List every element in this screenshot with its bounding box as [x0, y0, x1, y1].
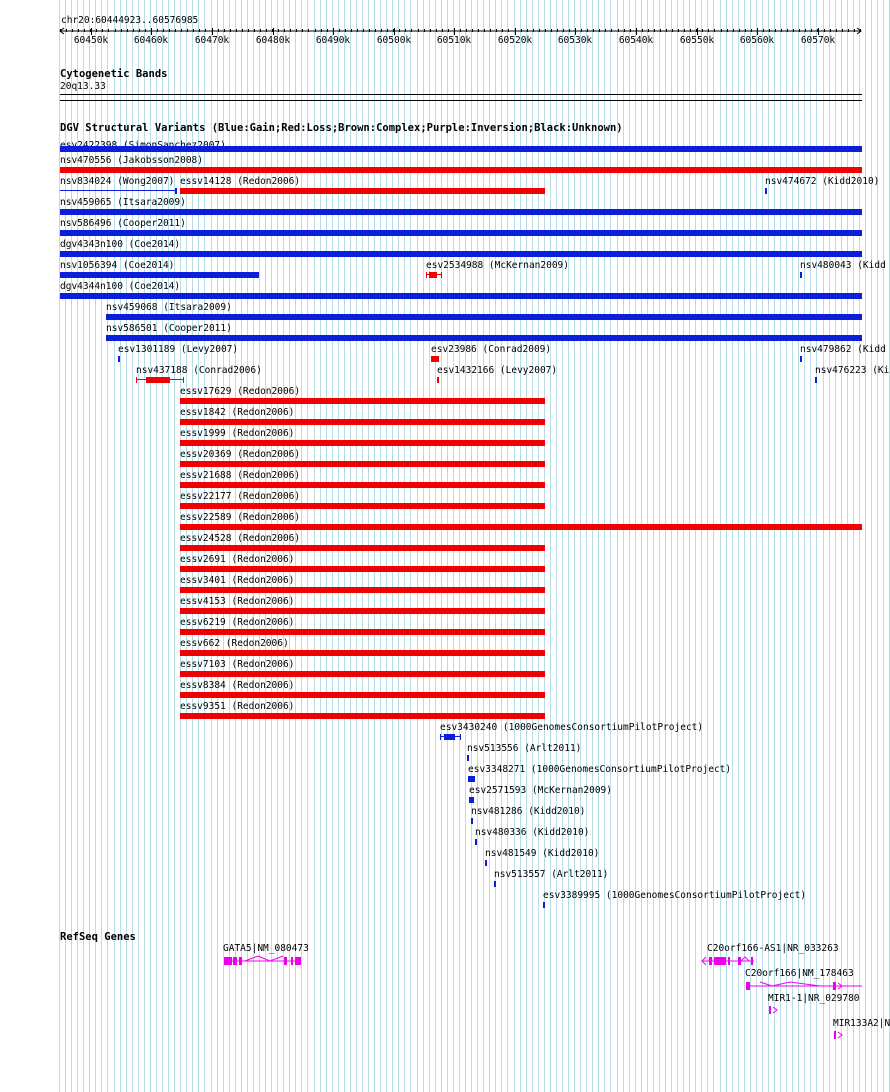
dgv-variant-label[interactable]: nsv586496 (Cooper2011)	[60, 218, 186, 229]
dgv-variant-label[interactable]: nsv480043 (Kidd	[800, 260, 886, 271]
refseq-gene-label[interactable]: C20orf166|NM_178463	[745, 968, 854, 979]
gene-exon[interactable]	[833, 982, 836, 990]
dgv-variant-label[interactable]: nsv586501 (Cooper2011)	[106, 323, 232, 334]
ruler-tick-label: 60510k	[436, 35, 472, 46]
ruler-tick-label: 60480k	[255, 35, 291, 46]
dgv-variant-label[interactable]: essv7103 (Redon2006)	[180, 659, 295, 670]
cytoband-title: Cytogenetic Bands	[60, 68, 168, 80]
dgv-variant-label[interactable]: dgv4344n100 (Coe2014)	[60, 281, 181, 292]
dgv-variant-label[interactable]: dgv4343n100 (Coe2014)	[60, 239, 181, 250]
cytoband-label: 20q13.33	[60, 81, 106, 92]
dgv-variant-label[interactable]: essv6219 (Redon2006)	[180, 617, 295, 628]
dgv-variant-label[interactable]: nsv513557 (Arlt2011)	[494, 869, 609, 880]
gene-exon[interactable]	[709, 957, 712, 965]
dgv-variant-label[interactable]: essv22589 (Redon2006)	[180, 512, 301, 523]
dgv-track-title: DGV Structural Variants (Blue:Gain;Red:Loss;Brown:Complex;Purple:Inversion;Black:Unknown)	[60, 122, 623, 134]
dgv-variant-label[interactable]: essv662 (Redon2006)	[180, 638, 289, 649]
ruler-tick-label: 60500k	[376, 35, 412, 46]
refseq-gene-label[interactable]: GATA5|NM_080473	[223, 943, 309, 954]
dgv-variant-label[interactable]: nsv481549 (Kidd2010)	[485, 848, 600, 859]
dgv-variant-label[interactable]: nsv437188 (Conrad2006)	[136, 365, 262, 376]
ruler-tick-label: 60560k	[739, 35, 775, 46]
dgv-variant-label[interactable]: essv1999 (Redon2006)	[180, 428, 295, 439]
dgv-variant-label[interactable]: essv22177 (Redon2006)	[180, 491, 301, 502]
ruler-tick-label: 60520k	[497, 35, 533, 46]
ruler-tick-label: 60460k	[133, 35, 169, 46]
dgv-variant-label[interactable]: essv20369 (Redon2006)	[180, 449, 301, 460]
dgv-variant-label[interactable]: nsv479862 (Kidd	[800, 344, 886, 355]
gene-exon[interactable]	[834, 1031, 836, 1039]
dgv-variant-label[interactable]: esv3348271 (1000GenomesConsortiumPilotProject)	[468, 764, 732, 775]
dgv-variant-label[interactable]: essv9351 (Redon2006)	[180, 701, 295, 712]
gene-exon[interactable]	[728, 957, 730, 965]
refseq-track-title: RefSeq Genes	[60, 931, 136, 943]
dgv-variant-label[interactable]: esv3430240 (1000GenomesConsortiumPilotProject)	[440, 722, 704, 733]
ruler-tick-label: 60450k	[73, 35, 109, 46]
gene-exon[interactable]	[751, 957, 753, 965]
dgv-variant-label[interactable]: nsv1056394 (Coe2014)	[60, 260, 175, 271]
gene-exon[interactable]	[746, 982, 750, 990]
dgv-variant-label[interactable]: nsv480336 (Kidd2010)	[475, 827, 590, 838]
gene-exon[interactable]	[291, 957, 293, 965]
gene-exon[interactable]	[769, 1006, 771, 1014]
ruler-tick-label: 60570k	[800, 35, 836, 46]
dgv-variant-label[interactable]: esv23986 (Conrad2009)	[431, 344, 552, 355]
gene-exon[interactable]	[233, 957, 237, 965]
gene-intron-arrow[interactable]	[245, 956, 283, 961]
position-label: chr20:60444923..60576985	[61, 15, 199, 26]
dgv-variant-label[interactable]: nsv513556 (Arlt2011)	[467, 743, 582, 754]
dgv-variant-label[interactable]: essv21688 (Redon2006)	[180, 470, 301, 481]
dgv-variant-label[interactable]: essv24528 (Redon2006)	[180, 533, 301, 544]
gene-exon[interactable]	[295, 957, 301, 965]
gene-intron-arrow[interactable]	[760, 982, 820, 986]
dgv-variant-label[interactable]: nsv459065 (Itsara2009)	[60, 197, 186, 208]
dgv-variant-label[interactable]: nsv470556 (Jakobsson2008)	[60, 155, 203, 166]
dgv-variant-label[interactable]: esv2534988 (McKernan2009)	[426, 260, 569, 271]
gene-strand-arrow[interactable]	[773, 1007, 777, 1013]
dgv-variant-label[interactable]: essv14128 (Redon2006)	[180, 176, 301, 187]
dgv-variant-label[interactable]: essv8384 (Redon2006)	[180, 680, 295, 691]
dgv-variant-label[interactable]: esv2571593 (McKernan2009)	[469, 785, 612, 796]
ruler-tick-label: 60530k	[557, 35, 593, 46]
ruler-tick-label: 60540k	[618, 35, 654, 46]
gene-intron-arrow[interactable]	[741, 957, 749, 961]
dgv-variant-label[interactable]: esv3389995 (1000GenomesConsortiumPilotProject)	[543, 890, 807, 901]
gene-exon[interactable]	[738, 957, 741, 965]
ruler-tick-label: 60470k	[194, 35, 230, 46]
gene-exon[interactable]	[284, 957, 287, 965]
dgv-variant-label[interactable]: esv1301189 (Levy2007)	[118, 344, 239, 355]
dgv-variant-label[interactable]: nsv476223 (Ki	[815, 365, 890, 376]
refseq-gene-label[interactable]: MIR133A2|N	[833, 1018, 890, 1029]
dgv-variant-label[interactable]: essv2691 (Redon2006)	[180, 554, 295, 565]
gene-strand-arrow[interactable]	[838, 1032, 842, 1038]
gene-exon[interactable]	[239, 957, 242, 965]
gene-exon[interactable]	[714, 957, 726, 965]
refseq-gene-label[interactable]: C20orf166-AS1|NR_033263	[707, 943, 839, 954]
dgv-variant-label[interactable]: essv1842 (Redon2006)	[180, 407, 295, 418]
ruler-tick-label: 60550k	[679, 35, 715, 46]
dgv-variant-label[interactable]: nsv834024 (Wong2007)	[60, 176, 175, 187]
dgv-variant-label[interactable]: nsv459068 (Itsara2009)	[106, 302, 232, 313]
dgv-variant-label[interactable]: essv4153 (Redon2006)	[180, 596, 295, 607]
refseq-gene-label[interactable]: MIR1-1|NR_029780	[768, 993, 860, 1004]
gene-exon[interactable]	[224, 957, 232, 965]
dgv-variant-label[interactable]: essv17629 (Redon2006)	[180, 386, 301, 397]
dgv-variant-label[interactable]: nsv474672 (Kidd2010)	[765, 176, 880, 187]
dgv-variant-label[interactable]: nsv481286 (Kidd2010)	[471, 806, 586, 817]
dgv-variant-label[interactable]: esv1432166 (Levy2007)	[437, 365, 558, 376]
ruler-tick-label: 60490k	[315, 35, 351, 46]
dgv-variant-label[interactable]: essv3401 (Redon2006)	[180, 575, 295, 586]
